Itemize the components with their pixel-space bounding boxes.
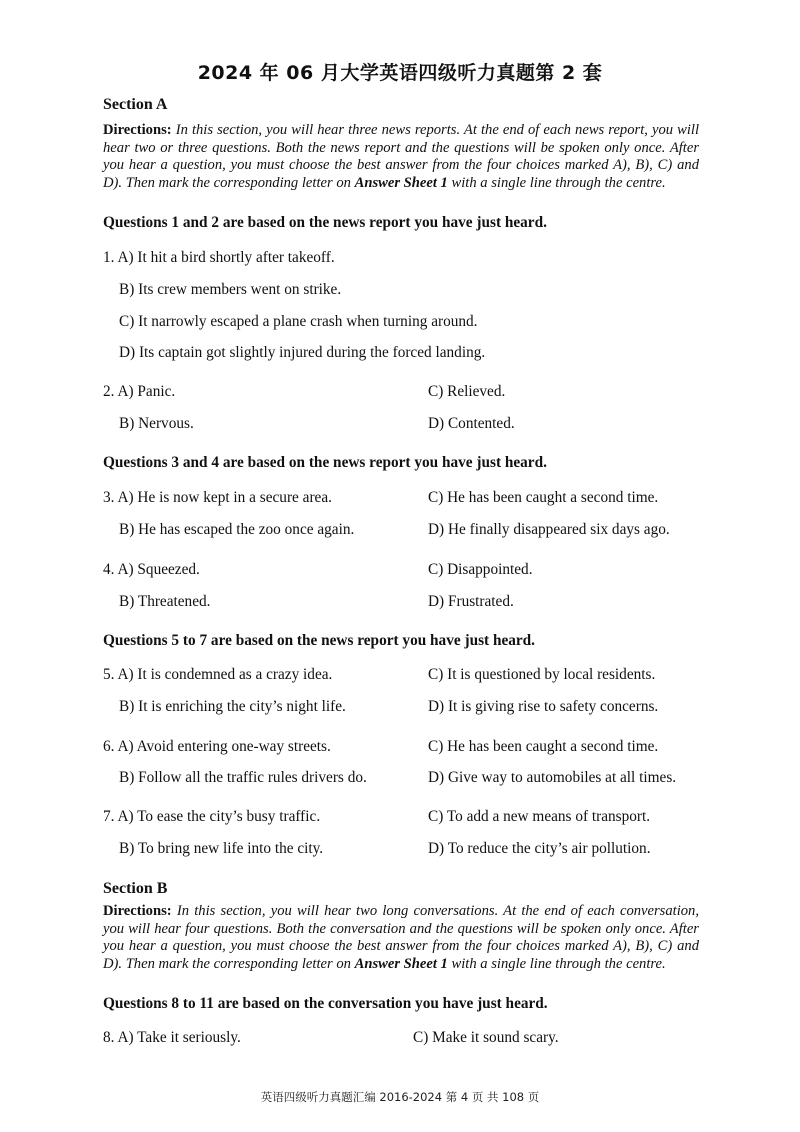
directions-label: Directions: [103, 903, 172, 919]
q7-option-d: D) To reduce the city’s air pollution. [428, 840, 651, 857]
q3-option-c: C) He has been caught a second time. [428, 489, 659, 506]
page-title: 2024 年 06 月大学英语四级听力真题第 2 套 [197, 62, 603, 84]
q5-option-a: 5. A) It is condemned as a crazy idea. [103, 666, 333, 683]
q4-option-d: D) Frustrated. [428, 593, 514, 610]
directions-text: In this section, you will hear three news reports. At the end of each news report, you will hear two or three questions. Both the news report and the questions will be spoken only once. After you hear a question, you must choose the best answer from the four choices marked A), B), C) and D). Then mark the corresponding letter on [103, 122, 700, 191]
q4-option-b: B) Threatened. [119, 593, 211, 610]
q5-option-c: C) It is questioned by local residents. [428, 666, 656, 683]
question-group-heading: Questions 1 and 2 are based on the news report you have just heard. [103, 214, 547, 231]
q4-option-c: C) Disappointed. [428, 561, 533, 578]
page-footer: 英语四级听力真题汇编 2016-2024 第 4 页 共 108 页 [260, 1090, 540, 1104]
section-a-heading: Section A [103, 96, 168, 113]
question-group-heading: Questions 5 to 7 are based on the news report you have just heard. [103, 632, 536, 649]
q6-option-b: B) Follow all the traffic rules drivers do. [119, 769, 367, 786]
q1-option-b: B) Its crew members went on strike. [119, 281, 342, 298]
q4-option-a: 4. A) Squeezed. [103, 561, 200, 578]
q8-option-a: 8. A) Take it seriously. [103, 1029, 241, 1046]
q6-option-d: D) Give way to automobiles at all times. [428, 769, 677, 786]
q5-option-b: B) It is enriching the city’s night life. [119, 698, 346, 715]
directions-text: In this section, you will hear two long conversations. At the end of each conversation, you will hear four questions. Both the conversation and the questions will be spoken only once. After you hear a question, you must choose the best answer from the four choices marked A), B), C) and D). Then mark the corresponding letter on [103, 903, 699, 972]
q1-option-c: C) It narrowly escaped a plane crash when turning around. [119, 313, 478, 330]
directions-text-end: with a single line through the centre. [451, 955, 666, 972]
section-b-heading: Section B [103, 880, 168, 897]
q7-option-b: B) To bring new life into the city. [119, 840, 324, 857]
q3-option-d: D) He finally disappeared six days ago. [428, 521, 670, 538]
q1-option-a: 1. A) It hit a bird shortly after takeoff. [103, 249, 335, 266]
answer-sheet-ref: Answer Sheet 1 [354, 955, 448, 972]
question-group-heading: Questions 8 to 11 are based on the conversation you have just heard. [103, 995, 548, 1012]
q3-option-a: 3. A) He is now kept in a secure area. [103, 489, 332, 506]
section-b-directions [103, 903, 699, 973]
answer-sheet-ref: Answer Sheet 1 [354, 174, 448, 191]
section-a-directions [103, 122, 699, 192]
q2-option-c: C) Relieved. [428, 383, 506, 400]
q2-option-a: 2. A) Panic. [103, 383, 176, 400]
directions-label: Directions: [103, 122, 172, 138]
q5-option-d: D) It is giving rise to safety concerns. [428, 698, 659, 715]
q8-option-c: C) Make it sound scary. [413, 1029, 559, 1046]
q7-option-a: 7. A) To ease the city’s busy traffic. [103, 808, 321, 825]
q1-option-d: D) Its captain got slightly injured during the forced landing. [119, 344, 486, 361]
q2-option-b: B) Nervous. [119, 415, 194, 432]
directions-text-end: with a single line through the centre. [451, 174, 666, 191]
question-group-heading: Questions 3 and 4 are based on the news report you have just heard. [103, 454, 547, 471]
q2-option-d: D) Contented. [428, 415, 515, 432]
q3-option-b: B) He has escaped the zoo once again. [119, 521, 355, 538]
q6-option-c: C) He has been caught a second time. [428, 738, 659, 755]
q7-option-c: C) To add a new means of transport. [428, 808, 651, 825]
q6-option-a: 6. A) Avoid entering one-way streets. [103, 738, 331, 755]
